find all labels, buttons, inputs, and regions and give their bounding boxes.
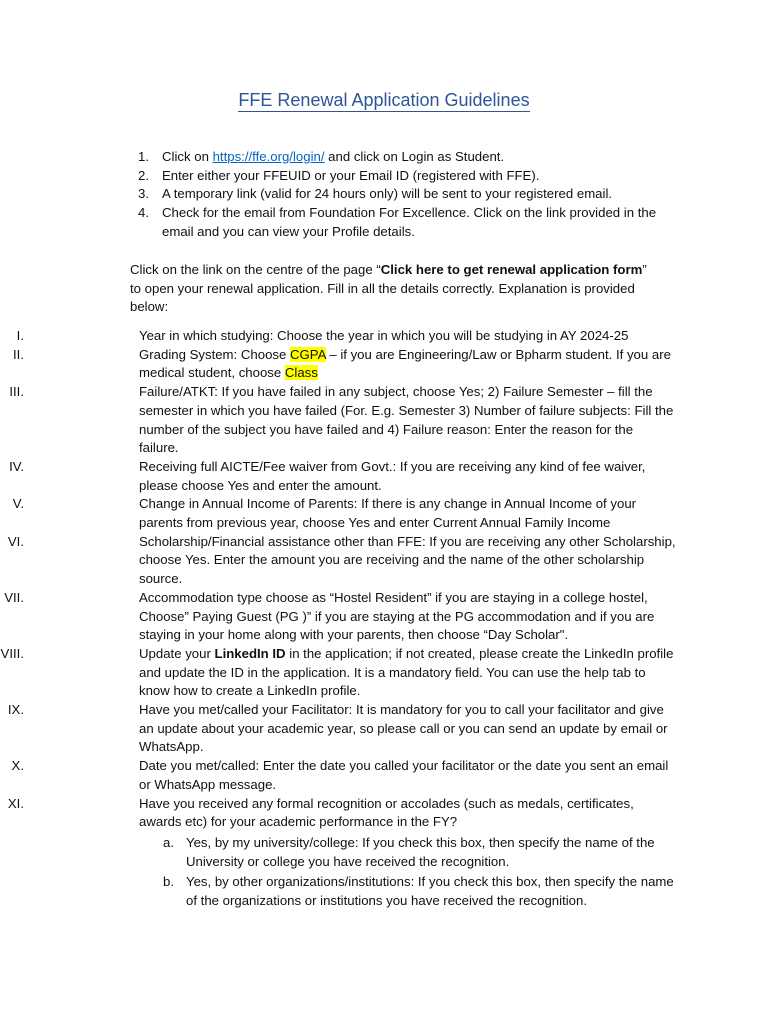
document-title: FFE Renewal Application Guidelines (238, 90, 530, 110)
explanation-item: III. Failure/ATKT: If you have failed in any subject, choose Yes; 2) Failure Semester – fill the semester in which you have failed (For. E.g. Semester 3) Number of failure subjects: Fill the number of the subject you have failed and 4) Failure reason: Enter the reason for the failure. (0, 383, 676, 458)
recognition-option: a. Yes, by my university/college: If you check this box, then specify the name of the University or college you have received the recognition. (163, 834, 655, 869)
recognition-option: b. Yes, by other organizations/institutions: If you check this box, then specify the name of the organizations or institutions you have received the recognition. (163, 874, 674, 909)
explanation-item: IX. Have you met/called your Facilitator: It is mandatory for you to call your facilitator and give an update about your academic year, so please call or you can send an update by email or WhatsApp. (0, 701, 676, 757)
step-item: 1. Click on https://ffe.org/login/ and click on Login as Student. (0, 148, 678, 167)
explanation-item: VI. Scholarship/Financial assistance other than FFE: If you are receiving any other Scholarship, choose Yes. Enter the amount you are receiving and the name of the other scholarship source. (0, 533, 676, 589)
step-item: 2. Enter either your FFEUID or your Email ID (registered with FFE). (0, 167, 678, 186)
item-number: IX. (7, 702, 24, 718)
step-item: 3. A temporary link (valid for 24 hours only) will be sent to your registered email. (0, 185, 678, 204)
explanation-item: I. Year in which studying: Choose the year in which you will be studying in AY 2024-25 (0, 327, 676, 346)
login-link[interactable]: https://ffe.org/login/ (212, 149, 325, 164)
item-number: III. (9, 384, 24, 400)
step-number: 2. (138, 167, 149, 183)
explanation-item: VII. Accommodation type choose as “Hostel Resident” if you are staying in a college hostel, Choose” Paying Guest (PG )” if you are staying at the PG accommodation and if you are staying in your home along with your parents, then choose “Day Scholar". (0, 589, 676, 645)
option-letter: a. (163, 834, 174, 850)
step-item: 4. Check for the email from Foundation For Excellence. Click on the link provided in the email and you can view your Profile details. (138, 205, 657, 239)
login-steps-list (0, 148, 768, 242)
item-number: I. (16, 328, 24, 343)
renewal-form-link-text: Click here to get renewal application form (380, 262, 643, 277)
item-number: X. (11, 758, 24, 774)
item-number: VI. (7, 533, 24, 549)
item-number: II. (13, 346, 24, 362)
explanation-item: X. Date you met/called: Enter the date you called your facilitator or the date you sent an email or WhatsApp message. (0, 757, 676, 794)
explanation-item: II. Grading System: Choose CGPA – if you are Engineering/Law or Bpharm student. If you are medical student, choose Class (0, 346, 676, 383)
recognition-options-list (139, 834, 676, 911)
step-number: 4. (138, 205, 149, 221)
step-number: 3. (138, 186, 149, 202)
explanation-item: IV. Receiving full AICTE/Fee waiver from Govt.: If you are receiving any kind of fee waiver, please choose Yes and enter the amount. (0, 458, 676, 495)
explanation-item: VIII. Update your LinkedIn ID in the application; if not created, please create the LinkedIn profile and update the ID in the application. It is a mandatory field. You can use the help tab to know how to create a LinkedIn profile. (0, 645, 676, 701)
intro-paragraph: Click on the link on the centre of the page “Click here to get renewal application form” to open your renewal application. Fill in all the details correctly. Explanation is provided below: (130, 262, 647, 315)
option-letter: b. (163, 874, 174, 890)
step-number: 1. (138, 149, 149, 164)
item-number: XI. (7, 795, 24, 811)
highlight-cgpa: CGPA (290, 346, 326, 362)
item-number: VII. (4, 589, 24, 605)
linkedin-id-text: LinkedIn ID (214, 645, 286, 661)
explanation-item: XI. Have you received any formal recognition or accolades (such as medals, certificates, awards etc) for your academic performance in the FY? a. Yes, by my university/college: If you check this box, then specify the name of the University or college you have received the recognition. b. Yes, by other organizations/institutions: If you check this box, then specify the name of the organizations or institutions you have received the recognition. (0, 795, 676, 911)
item-number: V. (12, 496, 24, 512)
item-number: VIII. (0, 645, 24, 661)
field-explanations-list (0, 327, 768, 913)
item-number: IV. (9, 458, 24, 474)
explanation-item: V. Change in Annual Income of Parents: If there is any change in Annual Income of your parents from previous year, choose Yes and enter Current Annual Family Income (0, 495, 676, 532)
highlight-class: Class (284, 365, 318, 381)
